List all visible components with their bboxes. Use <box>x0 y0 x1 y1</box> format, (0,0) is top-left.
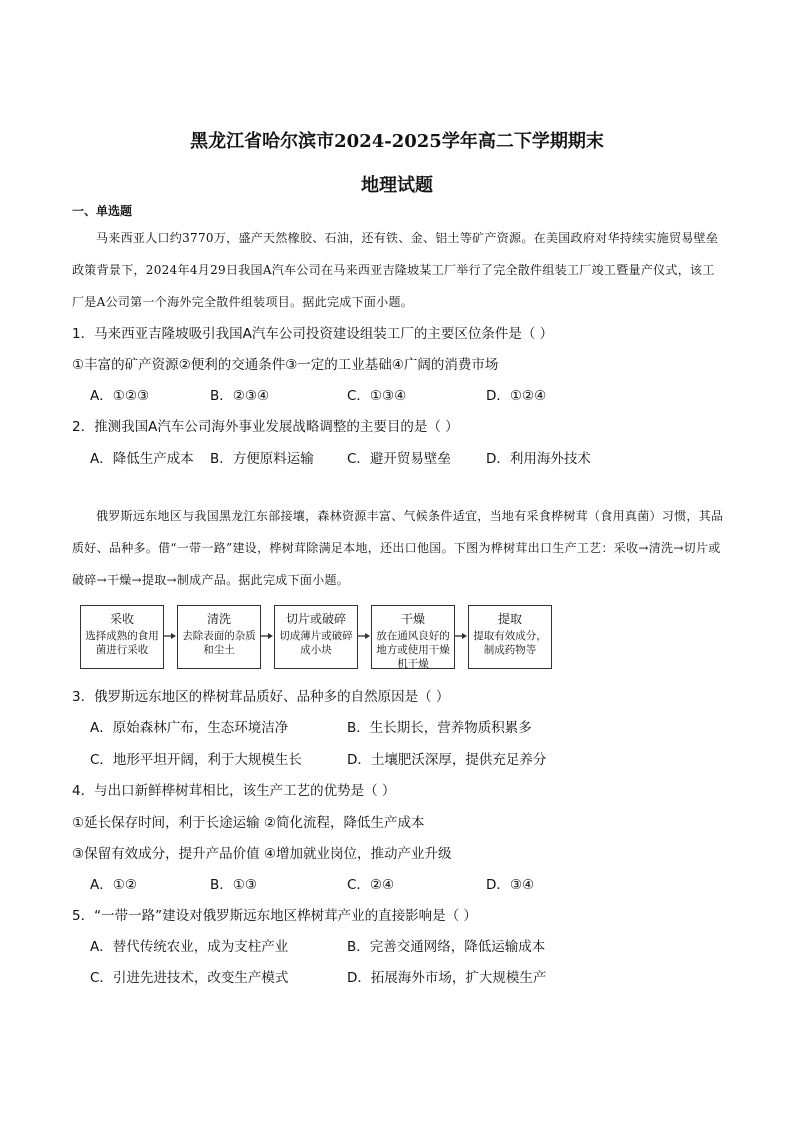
q5-stem: 5．“一带一路”建设对俄罗斯远东地区桦树茸产业的直接影响是（ ） <box>72 908 477 924</box>
q1-option-b[interactable]: B．②③④ <box>210 388 270 404</box>
arrow-right-icon <box>164 629 176 643</box>
q3-option-b[interactable]: B．生长期长，营养物质积累多 <box>347 720 532 736</box>
q3-stem: 3．俄罗斯远东地区的桦树茸品质好、品种多的自然原因是（ ） <box>72 689 450 705</box>
process-flow-diagram <box>80 605 560 669</box>
flow-step-desc: 选择成熟的食用菌进行采收 <box>85 630 159 656</box>
flow-step-title: 采收 <box>109 612 134 626</box>
q4-statement-2: ③保留有效成分，提升产品价值 ④增加就业岗位，推动产业升级 <box>72 846 452 862</box>
exam-subtitle: 地理试题 <box>361 175 433 196</box>
flow-step-title: 切片或破碎 <box>285 612 346 626</box>
flow-step-harvest <box>80 605 164 669</box>
q4-option-b[interactable]: B．①③ <box>210 877 257 893</box>
q1-option-d[interactable]: D．①②④ <box>486 388 547 404</box>
q2-option-c[interactable]: C．避开贸易壁垒 <box>347 451 451 467</box>
q4-option-a[interactable]: A．①② <box>90 877 137 893</box>
flow-step-desc: 切成薄片或破碎成小块 <box>279 630 353 656</box>
q3-option-c[interactable]: C．地形平坦开阔，利于大规模生长 <box>90 752 302 768</box>
exam-title: 黑龙江省哈尔滨市2024-2025学年高二下学期期末 <box>190 131 604 152</box>
flow-step-extract <box>468 605 552 669</box>
q1-stem: 1．马来西亚吉隆坡吸引我国A汽车公司投资建设组装工厂的主要区位条件是（ ） <box>72 326 554 342</box>
flow-step-slice <box>274 605 358 669</box>
q5-option-d[interactable]: D．拓展海外市场，扩大规模生产 <box>347 970 547 986</box>
q4-option-d[interactable]: D．③④ <box>486 877 535 893</box>
q3-option-d[interactable]: D．土壤肥沃深厚，提供充足养分 <box>347 752 547 768</box>
arrow-right-icon <box>455 629 467 643</box>
flow-step-desc: 去除表面的杂质和尘土 <box>182 630 256 656</box>
q4-statement-1: ①延长保存时间，利于长途运输 ②简化流程，降低生产成本 <box>72 815 425 831</box>
flow-step-title: 干燥 <box>400 612 425 626</box>
passage-chaga: 俄罗斯远东地区与我国黑龙江东部接壤，森林资源丰富、气候条件适宜，当地有采食桦树茸（食用真菌）习惯，其品质好、品种多。借“一带一路”建设，桦树茸除满足本地，还出口他国。下图为桦树茸出口生产工艺：采收→清洗→切片或破碎→干燥→提取→制成产品。据此完成下面小题。 <box>72 509 724 587</box>
q4-option-c[interactable]: C．②④ <box>347 877 395 893</box>
arrow-right-icon <box>358 629 370 643</box>
q2-stem: 2．推测我国A汽车公司海外事业发展战略调整的主要目的是（ ） <box>72 419 459 435</box>
q2-option-d[interactable]: D．利用海外技术 <box>486 451 591 467</box>
q1-option-c[interactable]: C．①③④ <box>347 388 407 404</box>
flow-step-desc: 提取有效成分，制成药物等 <box>473 630 547 656</box>
flow-step-title: 清洗 <box>206 612 231 626</box>
section-heading: 一、单选题 <box>72 204 133 218</box>
flow-step-wash <box>177 605 261 669</box>
q2-option-a[interactable]: A．降低生产成本 <box>90 451 194 467</box>
q1-statement: ①丰富的矿产资源②便利的交通条件③一定的工业基础④广阔的消费市场 <box>72 357 499 373</box>
flow-step-dry <box>371 605 455 669</box>
q3-option-a[interactable]: A．原始森林广布，生态环境洁净 <box>90 720 289 736</box>
q2-option-b[interactable]: B．方便原料运输 <box>210 451 314 467</box>
flow-step-title: 提取 <box>497 612 522 626</box>
passage-malaysia: 马来西亚人口约3770万，盛产天然橡胶、石油，还有铁、金、铝土等矿产资源。在美国政府对华持续实施贸易壁垒政策背景下，2024年4月29日我国A汽车公司在马来西亚吉隆坡某工厂举行了完全散件组装工厂竣工暨量产仪式，该工厂是A公司第一个海外完全散件组装项目。据此完成下面小题。 <box>72 231 719 309</box>
arrow-right-icon <box>261 629 273 643</box>
flow-step-desc: 放在通风良好的地方或使用干燥机干燥 <box>376 630 450 670</box>
q5-option-a[interactable]: A．替代传统农业，成为支柱产业 <box>90 939 289 955</box>
q4-stem: 4．与出口新鲜桦树茸相比，该生产工艺的优势是（ ） <box>72 783 396 799</box>
q5-option-b[interactable]: B．完善交通网络，降低运输成本 <box>347 939 546 955</box>
q5-option-c[interactable]: C．引进先进技术，改变生产模式 <box>90 970 289 986</box>
q1-option-a[interactable]: A．①②③ <box>90 388 150 404</box>
